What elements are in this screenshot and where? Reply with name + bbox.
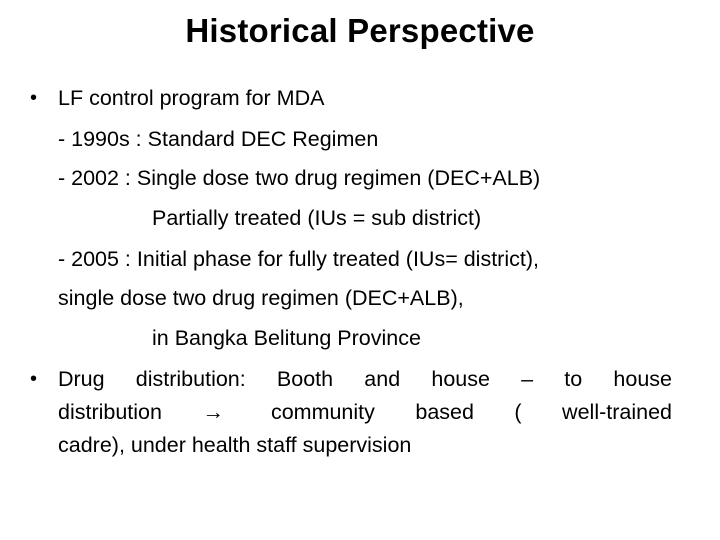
bullet1-line6: in Bangka Belitung Province bbox=[152, 326, 421, 350]
bullet1-line1: - 1990s : Standard DEC Regimen bbox=[58, 127, 379, 151]
bullet1-line2: - 2002 : Single dose two drug regimen (DEC+ALB) bbox=[58, 166, 541, 190]
bullet2-line2-left: distribution bbox=[58, 400, 162, 424]
bullet1-line5: single dose two drug regimen (DEC+ALB), bbox=[58, 286, 464, 310]
bullet1-line3: Partially treated (IUs = sub district) bbox=[152, 206, 482, 230]
bullet2-line2 bbox=[58, 396, 672, 429]
bullet2-line2-right: community based ( well-trained bbox=[270, 400, 672, 424]
bullet-icon: • bbox=[30, 87, 38, 109]
bullet2-line3: cadre), under health staff supervision bbox=[58, 433, 412, 457]
bullet-icon: • bbox=[30, 368, 38, 390]
slide-title: Historical Perspective bbox=[185, 12, 535, 49]
bullet2-line1: Drug distribution: Booth and house – to house bbox=[58, 367, 672, 391]
right-arrow-icon: → bbox=[202, 400, 224, 424]
bullet1-heading: LF control program for MDA bbox=[58, 86, 325, 110]
bullet1-line4: - 2005 : Initial phase for fully treated (IUs= district), bbox=[58, 247, 539, 271]
